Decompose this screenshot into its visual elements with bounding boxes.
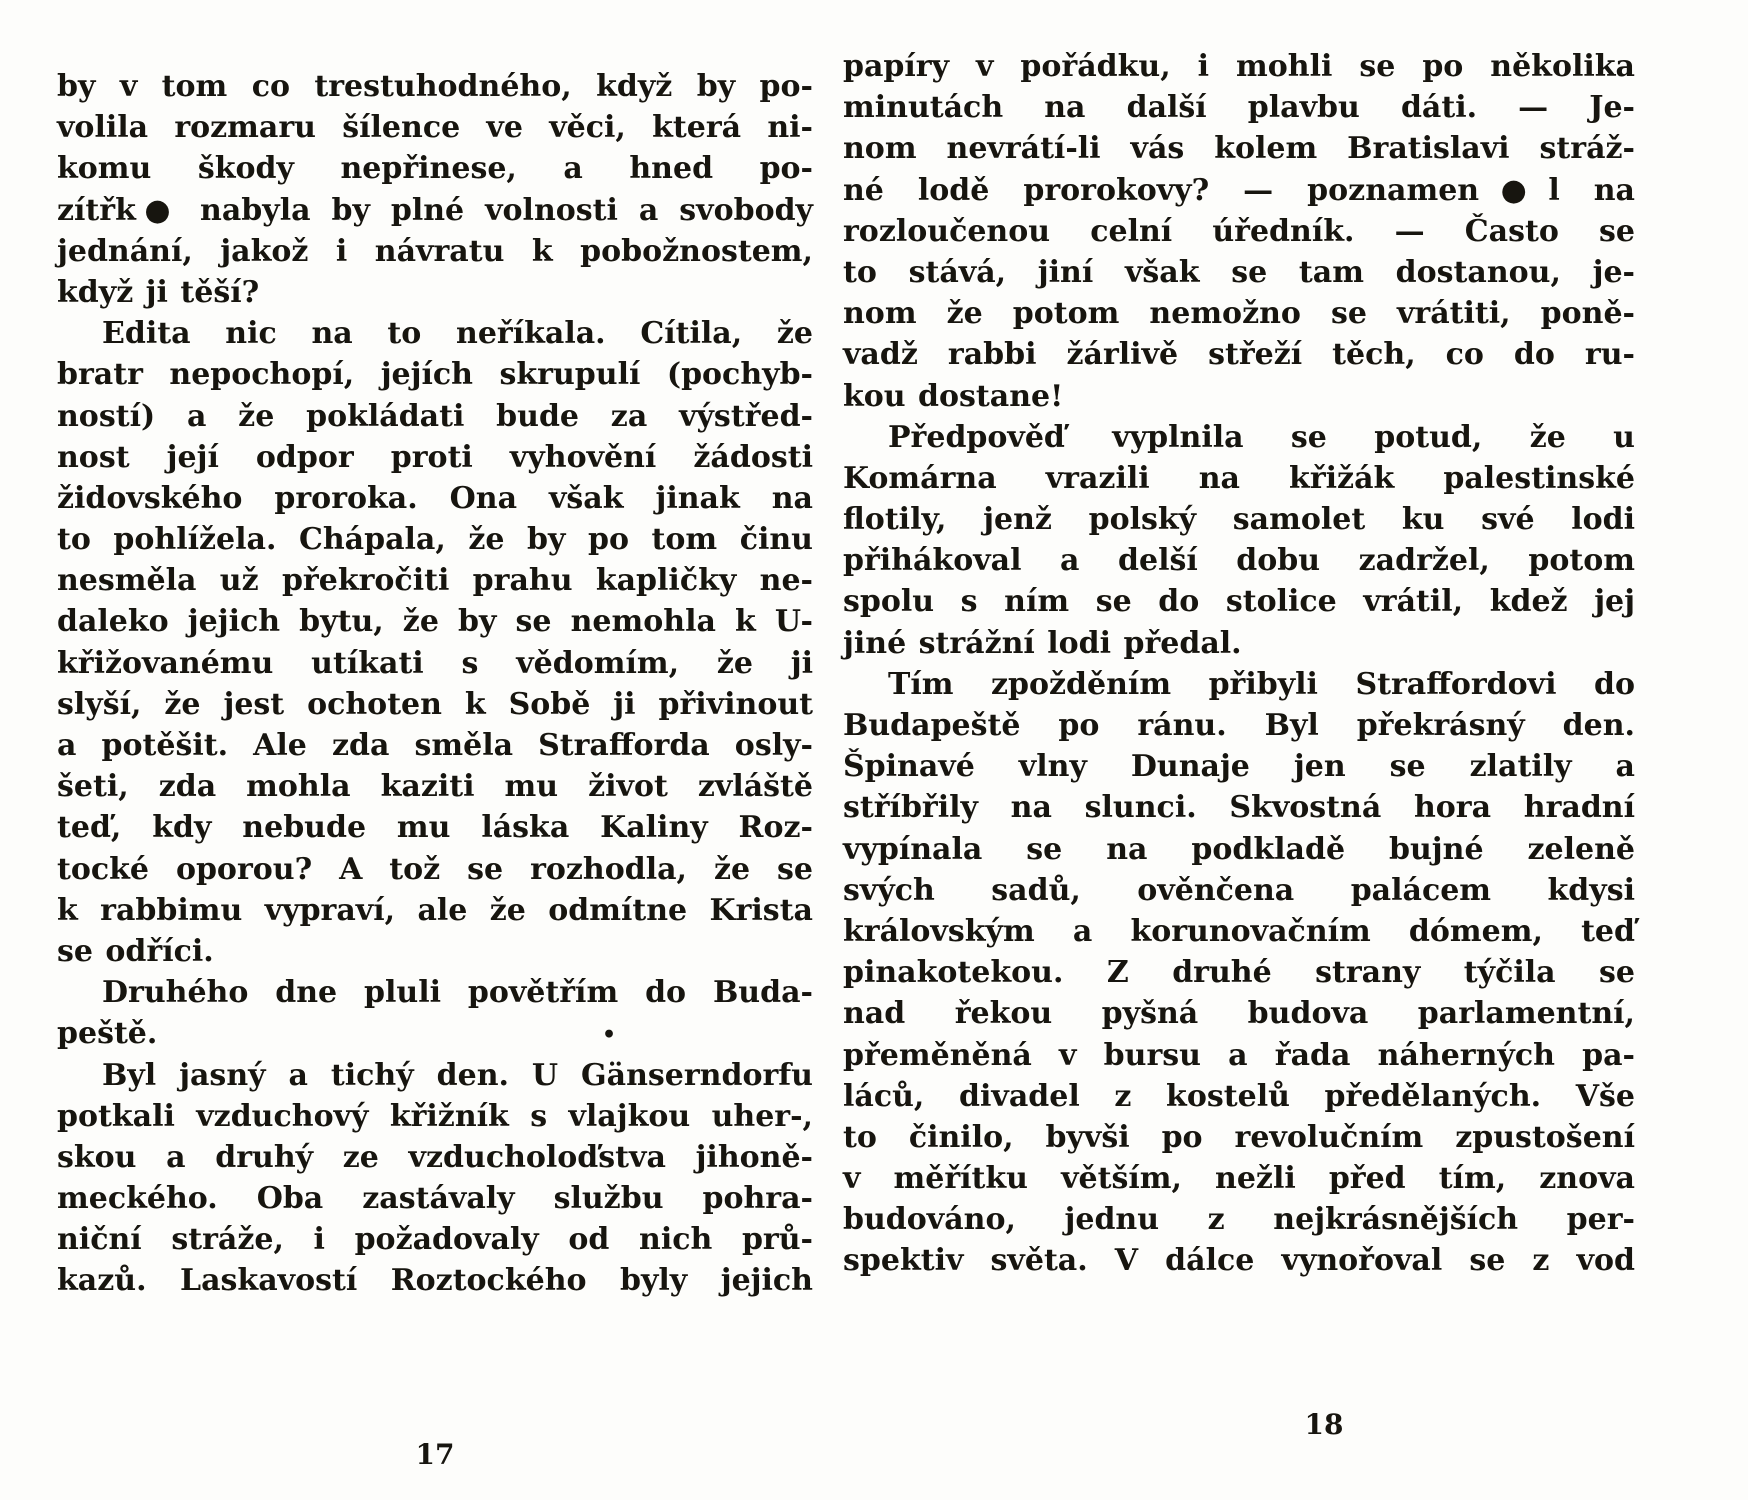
text-line: rozloučenou celní úředník. — Často se [843, 213, 1635, 249]
page-number-18: 18 [1304, 1408, 1344, 1441]
text-line: nost její odpor proti vyhovění žádosti [57, 439, 813, 475]
text-line: v měřítku větším, nežli před tím, znova [843, 1161, 1635, 1197]
text-line: stříbřily na slunci. Skvostná hora hradní [843, 790, 1635, 826]
text-line: Špinavé vlny Dunaje jen se zlatily a [843, 749, 1635, 785]
text-line: budováno, jednu z nejkrásnějších per- [843, 1202, 1635, 1238]
page-17-text-column [57, 66, 813, 1302]
text-line: komu škody nepřinese, a hned po- [57, 151, 813, 187]
text-line: láců, divadel z kostelů předělaných. Vše [843, 1078, 1635, 1114]
text-line: papíry v pořádku, i mohli se po několika [843, 49, 1635, 84]
text-line: meckého. Oba zastávaly službu pohra- [57, 1181, 813, 1217]
text-line: by v tom co trestuhodného, když by po- [57, 69, 813, 104]
text-line: křižovanému utíkati s vědomím, že ji [57, 645, 813, 681]
text-line: nom že potom nemožno se vrátiti, poně- [843, 296, 1635, 332]
section-separator-dot: • [602, 1022, 617, 1049]
text-line: přeměněná v bursu a řada náherných pa- [843, 1037, 1635, 1073]
text-line: svých sadů, ověnčena palácem kdysi [843, 872, 1635, 908]
text-line: slyší, že jest ochoten k Sobě ji přivinout [57, 686, 813, 722]
text-line: zítřk● nabyla by plné volnosti a svobody [57, 192, 813, 228]
text-line: Druhého dne pluli povětřím do Buda- [102, 975, 813, 1011]
text-line: kou dostane! [843, 378, 1064, 414]
text-line: volila rozmaru šílence ve věci, která ni- [57, 110, 813, 146]
text-line: to stává, jiní však se tam dostanou, je- [843, 254, 1635, 290]
page-18-text-column [843, 46, 1635, 1282]
text-line: peště. • [57, 1013, 813, 1054]
text-line: přihákoval a delší dobu zadržel, potom [843, 543, 1635, 579]
text-line: Předpověď vyplnila se potud, že u [888, 419, 1635, 455]
text-line: kazů. Laskavostí Roztockého byly jejich [57, 1263, 813, 1299]
text-line: jednání, jakož i návratu k pobožnostem, [57, 233, 813, 269]
text-line: to pohlížela. Chápala, že by po tom činu [57, 522, 813, 558]
text-line: nesměla už překročiti prahu kapličky ne- [57, 563, 813, 599]
text-line: potkali vzduchový křižník s vlajkou uher-, [57, 1098, 813, 1134]
text-line: daleko jejich bytu, že by se nemohla k U- [57, 604, 813, 640]
text-line: Edita nic na to neříkala. Cítila, že [102, 316, 813, 352]
text-line: minutách na další plavbu dáti. — Je- [843, 90, 1635, 126]
text-line: ností) a že pokládati bude za výstřed- [57, 398, 813, 434]
text-line: skou a druhý ze vzducholoďstva jihoně- [57, 1139, 813, 1175]
text-line: spolu s ním se do stolice vrátil, kdež jej [843, 584, 1635, 620]
page-number-17: 17 [415, 1438, 455, 1471]
text-line: královským a korunovačním dómem, teď [843, 913, 1635, 949]
text-line: Budapeště po ránu. Byl překrásný den. [843, 708, 1635, 743]
text-line: a potěšit. Ale zda směla Strafforda osly- [57, 728, 813, 763]
text-line: Tím zpožděním přibyli Straffordovi do [888, 666, 1635, 702]
text-line: bratr nepochopí, jejích skrupulí (pochyb- [57, 357, 813, 393]
text-line: niční stráže, i požadovaly od nich prů- [57, 1222, 813, 1258]
text-line: se odříci. [57, 933, 214, 969]
text-line: teď, kdy nebude mu láska Kaliny Roz- [57, 810, 813, 846]
text-line: šeti, zda mohla kaziti mu život zvláště [57, 769, 813, 805]
text-line: jiné strážní lodi předal. [843, 625, 1242, 661]
text-line: tocké oporou? A tož se rozhodla, že se [57, 851, 813, 887]
text-line: vypínala se na podkladě bujné zeleně [843, 831, 1635, 867]
text-line: spektiv světa. V dálce vynořoval se z vod [843, 1243, 1635, 1279]
text-line: vadž rabbi žárlivě střeží těch, co do ru- [843, 337, 1635, 373]
text-line: flotily, jenž polský samolet ku své lodi [843, 502, 1635, 538]
text-line: židovského proroka. Ona však jinak na [57, 480, 813, 516]
text-line: k rabbimu vypraví, ale že odmítne Krista [57, 892, 813, 928]
text-line: když ji těší? [57, 274, 260, 310]
text-line: Byl jasný a tichý den. U Gänserndorfu [102, 1057, 813, 1093]
text-line: pinakotekou. Z druhé strany týčila se [843, 955, 1635, 991]
text-line: né lodě prorokovy? — poznamen●l na [843, 172, 1635, 208]
text-line: nad řekou pyšná budova parlamentní, [843, 996, 1635, 1032]
text-line: Komárna vrazili na křižák palestinské [843, 460, 1635, 496]
text-line: to činilo, byvši po revolučním zpustošení [843, 1119, 1635, 1155]
text-line: nom nevrátí-li vás kolem Bratislavi stráž- [843, 131, 1635, 167]
